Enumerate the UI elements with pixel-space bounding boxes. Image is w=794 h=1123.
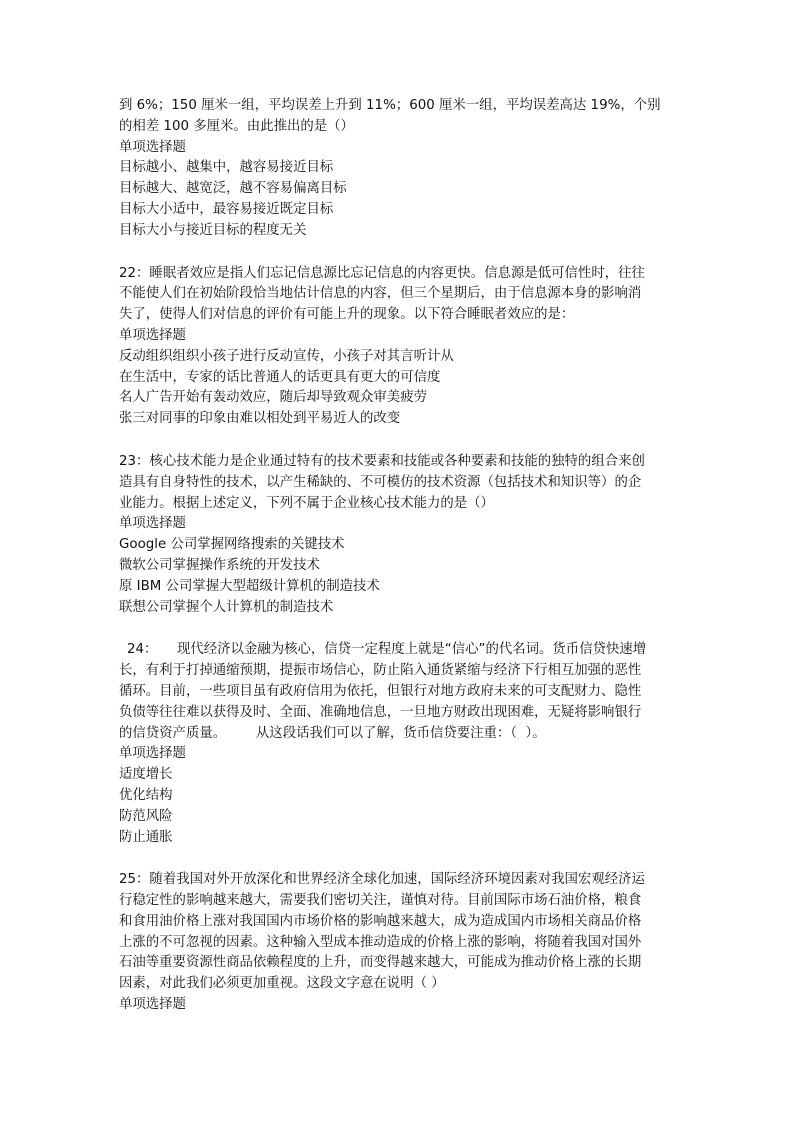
answer-option: 原 IBM 公司掌握大型超级计算机的制造技术 [119, 578, 380, 594]
answer-option: 适度增长 [119, 767, 173, 783]
question-stem-line: 上涨的不可忽视的因素。这种输入型成本推动造成的价格上涨的影响，将随着我国对国外 [119, 934, 642, 950]
answer-option: Google 公司掌握网络搜索的关键技术 [119, 537, 345, 553]
question-stem-line: 因素，对此我们必须更加重视。这段文字意在说明（ ） [119, 976, 445, 992]
answer-option: 目标大小与接近目标的程度无关 [119, 222, 307, 238]
question-stem-line: 业能力。根据上述定义，下列不属于企业核心技术能力的是（） [119, 495, 494, 511]
question-stem-line: 长，有利于打掉通缩预期，提振市场信心，防止陷入通货紧缩与经济下行相互加强的恶性 [119, 663, 642, 679]
question-stem-line: 到 6%；150 厘米一组，平均误差上升到 11%；600 厘米一组，平均误差高达 19%，个别 [119, 98, 661, 113]
question-stem-line: 造具有自身特性的技术，以产生稀缺的、不可模仿的技术资源（包括技术和知识等）的企 [119, 474, 642, 490]
question-type-label: 单项选择题 [119, 997, 186, 1013]
question-stem-line: 22：睡眠者效应是指人们忘记信息源比忘记信息的内容更快。信息源是低可信性时，往往 [119, 265, 645, 281]
answer-option: 目标越小、越集中，越容易接近目标 [119, 160, 334, 176]
answer-option: 在生活中，专家的话比普通人的话更具有更大的可信度 [119, 369, 441, 385]
answer-option: 联想公司掌握个人计算机的制造技术 [119, 599, 334, 615]
answer-option: 名人广告开始有轰动效应，随后却导致观众审美疲劳 [119, 390, 427, 406]
question-stem-line: 失了，使得人们对信息的评价有可能上升的现象。以下符合睡眠者效应的是： [119, 307, 575, 323]
question-21-tail [119, 96, 667, 242]
answer-option: 防范风险 [119, 808, 173, 824]
question-stem-line: 循环。目前，一些项目虽有政府信用为依托，但银行对地方政府未来的可支配财力、隐性 [119, 683, 642, 699]
question-spacer [119, 848, 667, 870]
answer-option: 防止通胀 [119, 829, 173, 845]
question-type-label: 单项选择题 [119, 746, 186, 762]
question-stem-line: 和食用油价格上涨对我国国内市场价格的影响越来越大，成为造成国内市场相关商品价格 [119, 913, 642, 929]
document-page [119, 96, 667, 1016]
answer-option: 优化结构 [119, 787, 173, 803]
question-spacer [119, 618, 667, 640]
question-stem-line: 行稳定性的影响越来越大，需要我们密切关注，谨慎对待。目前国际市场石油价格，粮食 [119, 893, 642, 909]
question-type-label: 单项选择题 [119, 327, 186, 343]
answer-option: 反动组织组织小孩子进行反动宣传，小孩子对其言听计从 [119, 348, 454, 364]
question-23 [119, 452, 667, 618]
question-stem-line [119, 640, 667, 661]
answer-option: 目标大小适中，最容易接近既定目标 [119, 201, 334, 217]
question-24 [119, 640, 667, 848]
answer-option: 张三对同事的印象由难以相处到平易近人的改变 [119, 411, 401, 427]
answer-option: 微软公司掌握操作系统的开发技术 [119, 557, 320, 573]
question-stem-line: 23：核心技术能力是企业通过特有的技术要素和技能或各种要素和技能的独特的组合来创 [119, 453, 645, 469]
question-number: 24： [127, 642, 158, 658]
question-stem-line: 25：随着我国对外开放深化和世界经济全球化加速，国际经济环境因素对我国宏观经济运 [119, 872, 645, 888]
question-stem-line: 的相差 100 多厘米。由此推出的是（） [119, 118, 354, 134]
question-stem-line: 不能使人们在初始阶段恰当地估计信息的内容，但三个星期后，由于信息源本身的影响消 [119, 286, 642, 302]
question-stem-text: 现代经济以金融为核心，信贷一定程度上就是“信心”的代名词。货币信贷快速增 [177, 642, 647, 658]
question-stem-line: 石油等重要资源性商品依赖程度的上升，而变得越来越大，可能成为推动价格上涨的长期 [119, 955, 642, 971]
question-stem-line: 的信贷资产质量。 从这段话我们可以了解，货币信贷要注重：（ ）。 [119, 725, 546, 741]
question-spacer [119, 242, 667, 264]
answer-option: 目标越大、越宽泛，越不容易偏离目标 [119, 181, 347, 197]
question-22 [119, 264, 667, 430]
question-type-label: 单项选择题 [119, 139, 186, 155]
question-stem-line: 负债等往往难以获得及时、全面、准确地信息，一旦地方财政出现困难，无疑将影响银行 [119, 704, 642, 720]
question-spacer [119, 430, 667, 452]
question-25 [119, 870, 667, 1016]
question-type-label: 单项选择题 [119, 516, 186, 532]
